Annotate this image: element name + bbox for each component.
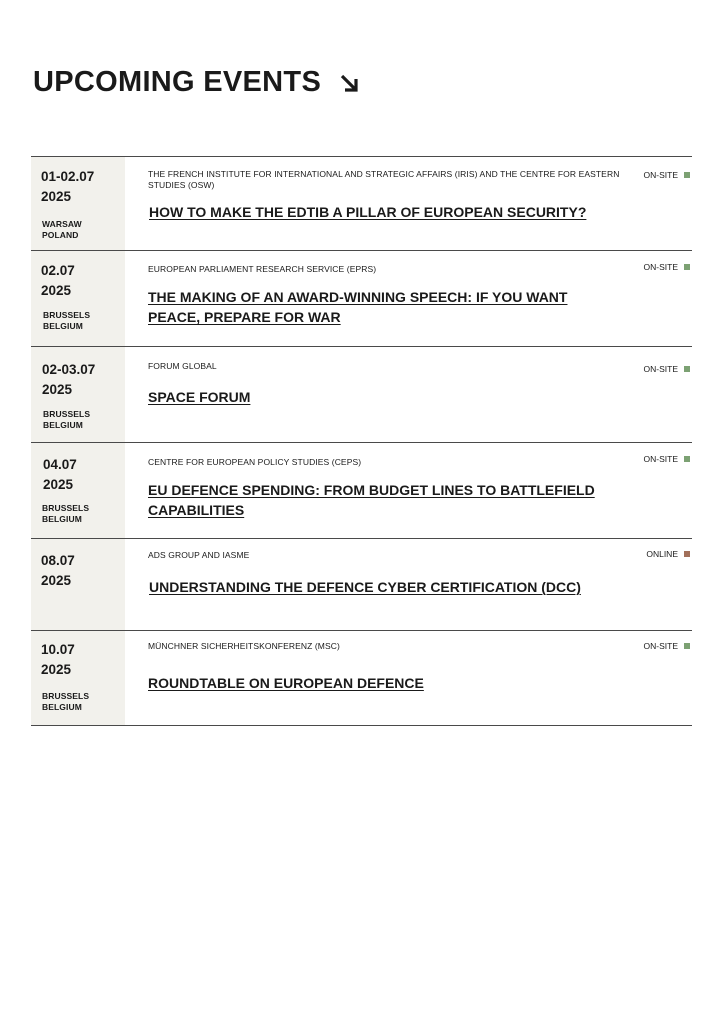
onsite-status-icon <box>684 456 690 462</box>
onsite-status-icon <box>684 172 690 178</box>
event-organizer: THE FRENCH INSTITUTE FOR INTERNATIONAL AND STRATEGIC AFFAIRS (IRIS) AND THE CENTRE FOR EASTERN STUDIES (OSW) <box>148 169 620 190</box>
event-row <box>31 539 692 631</box>
event-status <box>644 364 690 374</box>
event-status <box>644 454 690 464</box>
event-row <box>31 347 692 443</box>
onsite-status-icon <box>684 366 690 372</box>
event-date-column <box>31 347 125 442</box>
event-status <box>644 170 690 180</box>
event-date: 02-03.07 2025 <box>42 362 96 397</box>
event-date-column <box>31 443 125 538</box>
event-status-label: ON-SITE <box>643 170 678 180</box>
event-date-column <box>31 631 125 725</box>
event-date-column <box>31 157 125 250</box>
onsite-status-icon <box>684 643 690 649</box>
event-date-column <box>31 251 125 346</box>
event-date: 02.07 2025 <box>41 263 75 298</box>
event-content <box>125 251 692 346</box>
event-row <box>31 251 692 347</box>
event-title-link[interactable]: SPACE FORUM <box>148 389 251 405</box>
page-title <box>33 66 359 99</box>
event-status <box>646 549 690 559</box>
online-status-icon <box>684 551 690 557</box>
onsite-status-icon <box>684 264 690 270</box>
event-row <box>31 443 692 539</box>
event-organizer: CENTRE FOR EUROPEAN POLICY STUDIES (CEPS) <box>148 457 362 467</box>
event-content <box>125 539 692 630</box>
event-date: 08.07 2025 <box>41 553 75 588</box>
event-location: BRUSSELS BELGIUM <box>42 503 90 524</box>
event-date: 04.07 2025 <box>43 457 77 492</box>
event-location: BRUSSELS BELGIUM <box>43 310 91 331</box>
event-content <box>125 157 692 250</box>
event-title-link[interactable]: THE MAKING OF AN AWARD-WINNING SPEECH: IF YOU WANT PEACE, PREPARE FOR WAR <box>148 289 568 325</box>
event-organizer: EUROPEAN PARLIAMENT RESEARCH SERVICE (EPRS) <box>148 264 377 274</box>
event-organizer: ADS GROUP AND IASME <box>148 550 250 560</box>
event-status-label: ONLINE <box>646 549 678 559</box>
event-title-link[interactable]: HOW TO MAKE THE EDTIB A PILLAR OF EUROPEAN SECURITY? <box>149 204 587 220</box>
event-location: BRUSSELS BELGIUM <box>43 409 91 430</box>
event-content <box>125 347 692 442</box>
event-date: 01-02.07 2025 <box>41 169 95 204</box>
event-organizer: FORUM GLOBAL <box>148 361 217 371</box>
page-title-text: UPCOMING EVENTS <box>33 66 322 98</box>
event-row <box>31 631 692 726</box>
event-content <box>125 443 692 538</box>
event-title-link[interactable]: UNDERSTANDING THE DEFENCE CYBER CERTIFICATION (DCC) <box>149 579 581 595</box>
event-status-label: ON-SITE <box>643 262 678 272</box>
event-location: WARSAW POLAND <box>42 219 82 240</box>
event-status-label: ON-SITE <box>643 364 678 374</box>
events-list <box>31 156 692 726</box>
event-row <box>31 157 692 251</box>
event-date-column <box>31 539 125 630</box>
event-status-label: ON-SITE <box>643 454 678 464</box>
event-organizer: MÜNCHNER SICHERHEITSKONFERENZ (MSC) <box>148 641 340 651</box>
event-status <box>644 641 690 651</box>
arrow-down-right-icon <box>339 73 359 93</box>
event-content <box>125 631 692 725</box>
event-status-label: ON-SITE <box>643 641 678 651</box>
event-status <box>644 262 690 272</box>
event-title-link[interactable]: ROUNDTABLE ON EUROPEAN DEFENCE <box>148 675 424 691</box>
event-location: BRUSSELS BELGIUM <box>42 691 90 712</box>
event-title-link[interactable]: EU DEFENCE SPENDING: FROM BUDGET LINES TO BATTLEFIELD CAPABILITIES <box>148 482 595 518</box>
event-date: 10.07 2025 <box>41 642 75 677</box>
